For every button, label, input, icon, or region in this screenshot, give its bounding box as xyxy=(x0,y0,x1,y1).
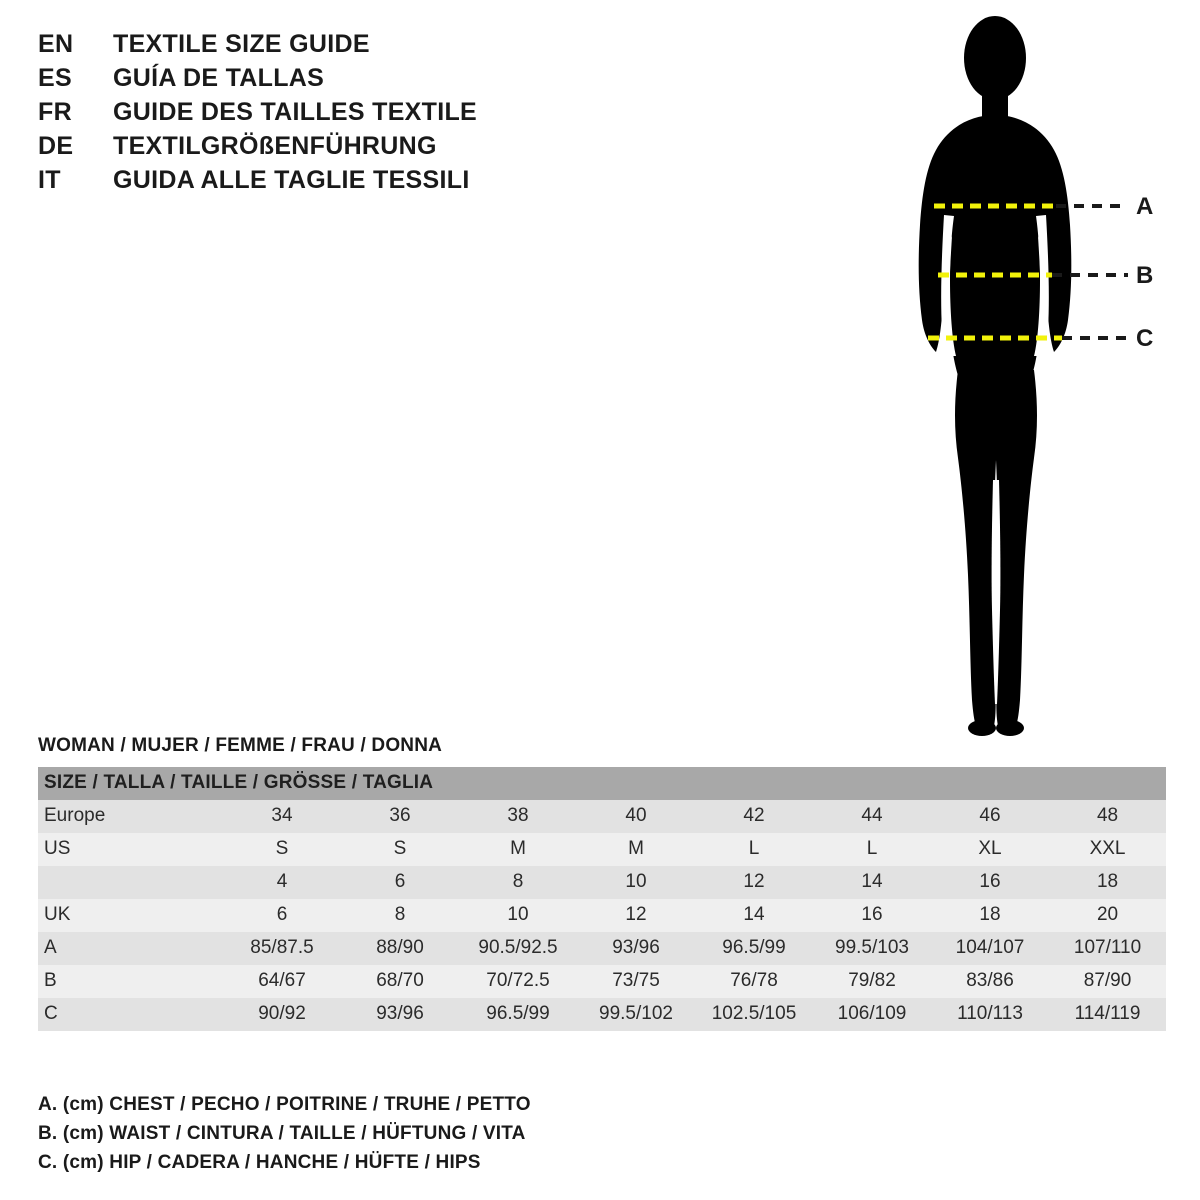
table-cell: 110/113 xyxy=(931,998,1049,1031)
table-cell: 88/90 xyxy=(341,932,459,965)
table-cell: 18 xyxy=(1049,866,1166,899)
language-header-list xyxy=(38,30,658,200)
table-cell: 12 xyxy=(695,866,813,899)
measure-label-c: C xyxy=(1136,325,1154,352)
table-cell: 34 xyxy=(223,800,341,833)
table-cell: 8 xyxy=(459,866,577,899)
table-cell: 87/90 xyxy=(1049,965,1166,998)
measurement-notes xyxy=(38,1090,938,1177)
table-cell: 48 xyxy=(1049,800,1166,833)
language-code: ES xyxy=(38,64,72,92)
row-label: A xyxy=(38,932,223,965)
language-row xyxy=(38,64,658,98)
language-row xyxy=(38,98,658,132)
table-cell: 104/107 xyxy=(931,932,1049,965)
table-cell: 14 xyxy=(813,866,931,899)
row-label xyxy=(38,866,223,899)
table-cell: 16 xyxy=(931,866,1049,899)
table-header-label: SIZE / TALLA / TAILLE / GRÖSSE / TAGLIA xyxy=(38,767,1166,800)
language-title: GUÍA DE TALLAS xyxy=(113,64,325,92)
table-cell: 16 xyxy=(813,899,931,932)
language-code: EN xyxy=(38,30,74,58)
table-cell: 6 xyxy=(341,866,459,899)
table-cell: 90/92 xyxy=(223,998,341,1031)
note-chest: A. (cm) CHEST / PECHO / POITRINE / TRUHE / PETTO xyxy=(38,1094,531,1115)
body-figure-diagram xyxy=(860,10,1190,740)
table-cell: M xyxy=(577,833,695,866)
language-row xyxy=(38,30,658,64)
table-cell: 20 xyxy=(1049,899,1166,932)
table-row xyxy=(38,866,1166,899)
table-cell: 12 xyxy=(577,899,695,932)
table-cell: L xyxy=(813,833,931,866)
language-title: TEXTILGRÖßENFÜHRUNG xyxy=(113,132,437,160)
table-cell: 83/86 xyxy=(931,965,1049,998)
table-row xyxy=(38,899,1166,932)
table-cell: 79/82 xyxy=(813,965,931,998)
table-cell: S xyxy=(341,833,459,866)
table-row xyxy=(38,932,1166,965)
language-title: TEXTILE SIZE GUIDE xyxy=(113,30,370,58)
table-row xyxy=(38,998,1166,1031)
table-cell: 107/110 xyxy=(1049,932,1166,965)
table-cell: L xyxy=(695,833,813,866)
table-cell: XXL xyxy=(1049,833,1166,866)
table-cell: S xyxy=(223,833,341,866)
table-cell: 10 xyxy=(577,866,695,899)
language-row xyxy=(38,132,658,166)
row-label: US xyxy=(38,833,223,866)
table-cell: 85/87.5 xyxy=(223,932,341,965)
table-cell: 102.5/105 xyxy=(695,998,813,1031)
table-cell: 38 xyxy=(459,800,577,833)
size-table-block xyxy=(38,735,1166,1031)
table-cell: 68/70 xyxy=(341,965,459,998)
table-cell: 96.5/99 xyxy=(459,998,577,1031)
language-title: GUIDA ALLE TAGLIE TESSILI xyxy=(113,166,470,194)
language-row xyxy=(38,166,658,200)
table-cell: 18 xyxy=(931,899,1049,932)
table-cell: 36 xyxy=(341,800,459,833)
table-cell: 8 xyxy=(341,899,459,932)
table-cell: 40 xyxy=(577,800,695,833)
table-cell: 46 xyxy=(931,800,1049,833)
row-label: UK xyxy=(38,899,223,932)
table-cell: 73/75 xyxy=(577,965,695,998)
table-cell: 6 xyxy=(223,899,341,932)
table-row xyxy=(38,965,1166,998)
table-cell: 42 xyxy=(695,800,813,833)
female-silhouette-icon xyxy=(860,10,1190,740)
table-cell: 70/72.5 xyxy=(459,965,577,998)
table-row xyxy=(38,833,1166,866)
table-cell: 44 xyxy=(813,800,931,833)
language-title: GUIDE DES TAILLES TEXTILE xyxy=(113,98,478,126)
table-cell: 93/96 xyxy=(341,998,459,1031)
table-row xyxy=(38,800,1166,833)
table-cell: 4 xyxy=(223,866,341,899)
language-code: FR xyxy=(38,98,72,126)
table-cell: 90.5/92.5 xyxy=(459,932,577,965)
table-cell: 114/119 xyxy=(1049,998,1166,1031)
table-cell: 93/96 xyxy=(577,932,695,965)
table-cell: 99.5/103 xyxy=(813,932,931,965)
table-cell: 76/78 xyxy=(695,965,813,998)
row-label: Europe xyxy=(38,800,223,833)
table-cell: 99.5/102 xyxy=(577,998,695,1031)
note-waist: B. (cm) WAIST / CINTURA / TAILLE / HÜFTUNG / VITA xyxy=(38,1123,526,1144)
table-cell: 106/109 xyxy=(813,998,931,1031)
table-cell: M xyxy=(459,833,577,866)
language-code: IT xyxy=(38,166,61,194)
table-cell: 64/67 xyxy=(223,965,341,998)
row-label: B xyxy=(38,965,223,998)
table-cell: XL xyxy=(931,833,1049,866)
table-cell: 96.5/99 xyxy=(695,932,813,965)
row-label: C xyxy=(38,998,223,1031)
table-cell: 14 xyxy=(695,899,813,932)
measure-label-a: A xyxy=(1136,193,1154,220)
size-table xyxy=(38,767,1166,1031)
language-code: DE xyxy=(38,132,74,160)
note-hip: C. (cm) HIP / CADERA / HANCHE / HÜFTE / HIPS xyxy=(38,1152,481,1173)
measure-label-b: B xyxy=(1136,262,1154,289)
table-group-title: WOMAN / MUJER / FEMME / FRAU / DONNA xyxy=(38,735,443,756)
table-cell: 10 xyxy=(459,899,577,932)
table-header-row xyxy=(38,767,1166,800)
